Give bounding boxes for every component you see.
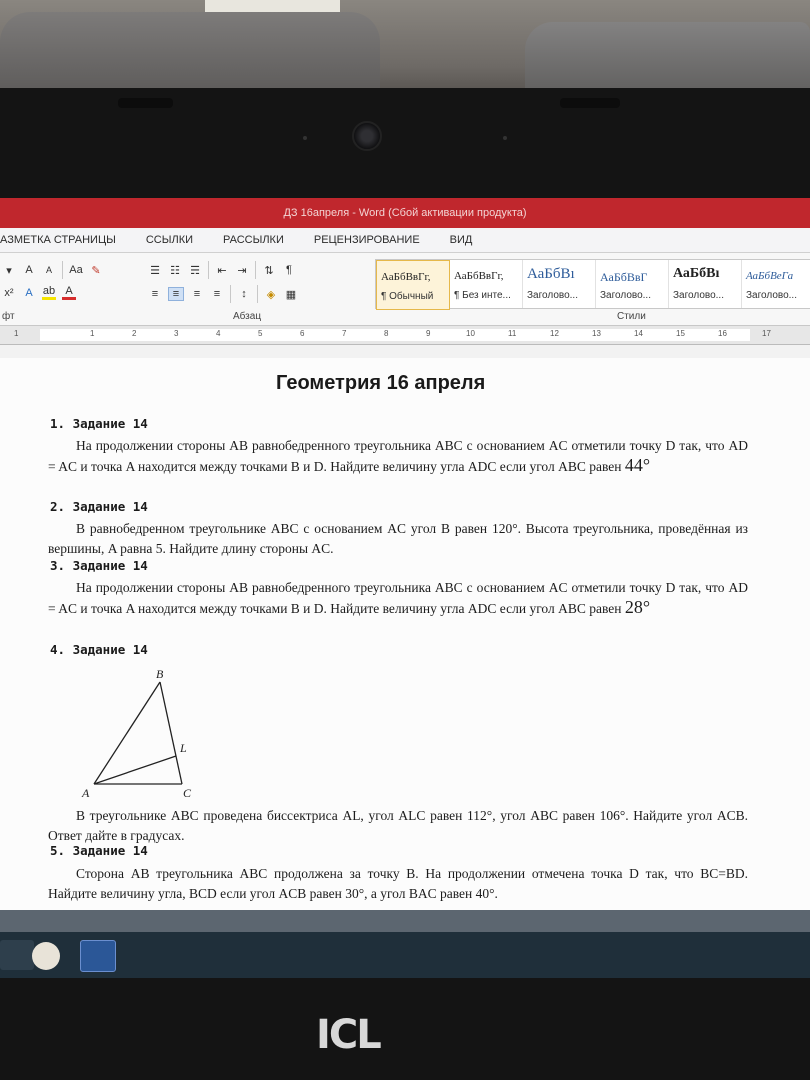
style-name: ¶ Обычный bbox=[381, 291, 434, 302]
style-heading-1[interactable] bbox=[523, 260, 596, 308]
increase-indent-icon[interactable]: ⇥ bbox=[237, 264, 247, 277]
numbering-icon[interactable]: ☷ bbox=[170, 264, 180, 277]
laptop-latch-right bbox=[560, 98, 620, 108]
borders-icon[interactable]: ▦ bbox=[285, 288, 297, 301]
task-text: В равнобедренном треугольнике ABC с основанием AC угол B равен 120°. Высота треугольника, проведённая из вершины, A равна 5. Найдите длину стороны AC. bbox=[48, 521, 748, 556]
vertex-label-c: C bbox=[183, 786, 192, 798]
yandex-browser-icon[interactable] bbox=[32, 942, 60, 970]
paragraph-group-label: Абзац bbox=[233, 311, 262, 322]
ruler-tick-label: 1 bbox=[14, 329, 19, 338]
ruler-tick-label: 11 bbox=[508, 329, 517, 338]
tab-view[interactable]: ВИД bbox=[449, 234, 473, 246]
angle-value: 44° bbox=[624, 454, 651, 475]
shrink-font-button[interactable]: A bbox=[45, 265, 52, 275]
triangle-figure bbox=[70, 668, 200, 798]
ruler-tick-label: 8 bbox=[384, 329, 389, 338]
ribbon-tabs bbox=[0, 228, 810, 253]
ruler-tick-label: 14 bbox=[634, 329, 643, 338]
font-row-1 bbox=[2, 261, 103, 279]
laptop-logo: ICL bbox=[316, 1012, 380, 1058]
ruler-tick-label: 17 bbox=[762, 329, 771, 338]
style-preview: АаБбВвГг, bbox=[454, 270, 504, 282]
align-right-icon[interactable]: ≡ bbox=[193, 288, 201, 300]
task-text: На продолжении стороны AB равнобедренного треугольника ABC с основанием AC отметили точку D так, что AD = AC и точка A находится между точками B и D. Найдите величину угла ADC если угол ABC равен 44° bbox=[48, 438, 748, 475]
align-center-icon[interactable]: ≡ bbox=[168, 287, 184, 301]
angle-value: 28° bbox=[624, 596, 651, 617]
window-titlebar bbox=[0, 198, 810, 228]
task-heading: 1. Задание 14 bbox=[50, 416, 148, 431]
style-heading-4[interactable] bbox=[742, 260, 810, 308]
ruler-tick-label: 13 bbox=[592, 329, 601, 338]
ruler-tick-label: 10 bbox=[466, 329, 475, 338]
laptop-screen bbox=[0, 198, 810, 978]
style-name: Заголово... bbox=[527, 290, 578, 301]
task-heading: 5. Задание 14 bbox=[50, 843, 148, 858]
text-effects-button[interactable]: A bbox=[25, 286, 33, 299]
styles-group-label: Стили bbox=[617, 311, 646, 322]
font-color-button[interactable]: A bbox=[62, 285, 76, 300]
laptop-latch-left bbox=[118, 98, 173, 108]
vertex-label-b: B bbox=[156, 668, 164, 681]
task-text: Сторона AB треугольника ABC продолжена за точку B. На продолжении отмечена точка D так, что BC=BD. Найдите величину угла, BCD если угол ACB равен 30°, а угол BAC равен 40°. bbox=[48, 866, 748, 901]
sofa-cushion-left bbox=[0, 12, 380, 97]
style-preview: АаБбВı bbox=[673, 266, 720, 281]
mic-dot bbox=[303, 136, 307, 140]
style-name: Заголово... bbox=[600, 290, 651, 301]
ruler-tick-label: 6 bbox=[300, 329, 305, 338]
ribbon bbox=[0, 253, 810, 326]
style-preview: АаБбВвГг, bbox=[381, 271, 431, 283]
document-title: Геометрия 16 апреля bbox=[276, 372, 486, 394]
ruler-tick-label: 3 bbox=[174, 329, 179, 338]
tab-review[interactable]: РЕЦЕНЗИРОВАНИЕ bbox=[313, 234, 420, 246]
status-bar bbox=[0, 910, 810, 932]
ruler-tick-label: 15 bbox=[676, 329, 685, 338]
ruler-tick-label: 16 bbox=[718, 329, 727, 338]
paragraph-row-2 bbox=[148, 285, 298, 303]
style-preview: АаБбВеГа bbox=[746, 270, 794, 282]
style-heading-2[interactable] bbox=[596, 260, 669, 308]
show-marks-icon[interactable]: ¶ bbox=[286, 264, 292, 276]
clear-format-icon[interactable]: ✎ bbox=[91, 264, 101, 277]
line-spacing-icon[interactable]: ↕ bbox=[241, 288, 247, 300]
task-heading: 2. Задание 14 bbox=[50, 499, 148, 514]
bullets-icon[interactable]: ☰ bbox=[150, 264, 160, 277]
ruler-text-area bbox=[40, 329, 750, 341]
document-page[interactable] bbox=[0, 358, 810, 910]
start-icon[interactable] bbox=[0, 940, 34, 970]
change-case-button[interactable]: Aa bbox=[69, 264, 83, 276]
ruler-tick-label: 9 bbox=[426, 329, 431, 338]
shading-icon[interactable]: ◈ bbox=[266, 288, 276, 301]
webcam-icon bbox=[352, 121, 382, 151]
task-text: В треугольнике ABC проведена биссектриса AL, угол ALC равен 112°, угол ABC равен 106°. Найдите угол ACB. Ответ дайте в градусах. bbox=[48, 808, 748, 843]
font-group-label: фт bbox=[2, 311, 15, 322]
horizontal-ruler[interactable] bbox=[0, 326, 810, 345]
decrease-indent-icon[interactable]: ⇤ bbox=[217, 264, 227, 277]
grow-font-button[interactable]: A bbox=[25, 264, 33, 276]
superscript-button[interactable]: x² bbox=[4, 286, 14, 299]
tab-mailings[interactable]: РАССЫЛКИ bbox=[223, 234, 284, 246]
word-icon[interactable] bbox=[80, 940, 116, 972]
multilevel-list-icon[interactable]: ☴ bbox=[190, 264, 200, 277]
justify-icon[interactable]: ≡ bbox=[213, 288, 221, 300]
ruler-tick-label: 5 bbox=[258, 329, 263, 338]
taskbar bbox=[0, 910, 810, 978]
tab-references[interactable]: ССЫЛКИ bbox=[145, 234, 194, 246]
task-text: На продолжении стороны AB равнобедренного треугольника ABC с основанием AC отметили точку D так, что AD = AC и точка A находится между точками B и D. Найдите величину угла ADC если угол ABC равен 28° bbox=[48, 580, 748, 617]
style-no-spacing[interactable] bbox=[450, 260, 523, 308]
sort-icon[interactable]: ⇅ bbox=[264, 264, 274, 277]
styles-gallery bbox=[375, 259, 810, 309]
style-heading-3[interactable] bbox=[669, 260, 742, 308]
style-name: Заголово... bbox=[673, 290, 724, 301]
task-heading: 3. Задание 14 bbox=[50, 558, 148, 573]
vertex-label-a: A bbox=[82, 786, 90, 798]
style-normal[interactable] bbox=[376, 260, 450, 310]
style-preview: АаБбВвГ bbox=[600, 270, 648, 284]
style-name: ¶ Без инте... bbox=[454, 290, 511, 301]
window-title: ДЗ 16апреля - Word (Сбой активации продукта) bbox=[283, 207, 527, 219]
paragraph-row-1 bbox=[148, 261, 296, 279]
tab-page-layout[interactable]: АЗМЕТКА СТРАНИЦЫ bbox=[0, 234, 116, 246]
mic-dot bbox=[503, 136, 507, 140]
font-row-2 bbox=[2, 285, 76, 300]
task-heading: 4. Задание 14 bbox=[50, 642, 148, 657]
ruler-tick-label: 4 bbox=[216, 329, 221, 338]
point-label-l: L bbox=[180, 741, 187, 755]
ruler-tick-label: 2 bbox=[132, 329, 137, 338]
ruler-tick-label: 7 bbox=[342, 329, 347, 338]
highlight-button[interactable]: ab bbox=[42, 285, 56, 300]
ruler-tick-label: 1 bbox=[90, 329, 95, 338]
style-name: Заголово... bbox=[746, 290, 797, 301]
style-preview: АаБбВı bbox=[527, 266, 575, 282]
dropdown-arrow-icon[interactable]: ▾ bbox=[6, 264, 12, 277]
align-left-icon[interactable]: ≡ bbox=[151, 288, 159, 300]
ruler-tick-label: 12 bbox=[550, 329, 559, 338]
